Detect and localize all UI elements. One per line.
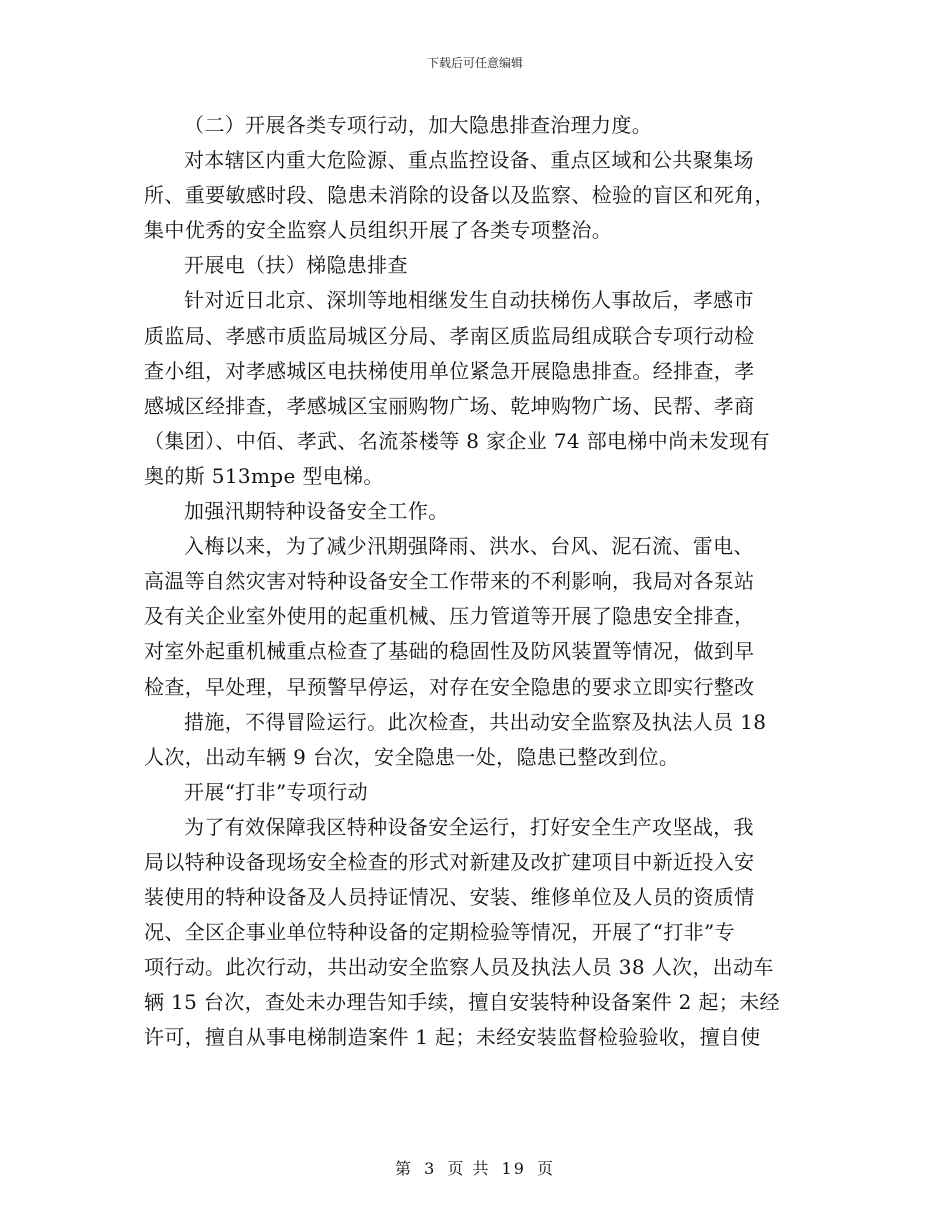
paragraph-line: 对本辖区内重大危险源、重点监控设备、重点区域和公共聚集场 [184, 148, 754, 173]
paragraph-line: 项行动。此次行动，共出动安全监察人员及执法人员 38 人次，出动车 [144, 955, 774, 980]
page-label-suffix: 页 [537, 1159, 556, 1178]
paragraph-line: 集中优秀的安全监察人员组织开展了各类专项整治。 [144, 218, 613, 243]
document-body [144, 108, 806, 1056]
subsection-heading: 开展“打非”专项行动 [184, 779, 368, 804]
subsection-heading: 开展电（扶）梯隐患排查 [184, 253, 408, 278]
page-header-note: 下载后可任意编辑 [426, 56, 523, 70]
paragraph-line: 装使用的特种设备及人员持证情况、安装、维修单位及人员的资质情 [144, 885, 755, 910]
paragraph-line: 措施，不得冒险运行。此次检查，共出动安全监察及执法人员 18 [184, 709, 767, 734]
page-label-prefix: 第 [394, 1159, 413, 1178]
paragraph-line: （集团）、中佰、孝武、名流茶楼等 8 家企业 74 部电梯中尚未发现有 [144, 428, 770, 453]
paragraph-line: 质监局、孝感市质监局城区分局、孝南区质监局组成联合专项行动检 [144, 323, 755, 348]
paragraph-line: 人次，出动车辆 9 台次，安全隐患一处，隐患已整改到位。 [144, 744, 680, 769]
page-total: 19 [501, 1159, 526, 1178]
paragraph-line: 高温等自然灾害对特种设备安全工作带来的不利影响，我局对各泵站 [144, 569, 755, 594]
section-heading: （二）开展各类专项行动，加大隐患排查治理力度。 [184, 113, 653, 137]
paragraph-line: 辆 15 台次，查处未办理告知手续，擅自安装特种设备案件 2 起；未经 [144, 990, 780, 1015]
paragraph-line: 入梅以来，为了减少汛期强降雨、洪水、台风、泥石流、雷电、 [184, 534, 754, 559]
paragraph-line: 查小组，对孝感城区电扶梯使用单位紧急开展隐患排查。经排查，孝 [144, 358, 755, 383]
paragraph-line: 检查，早处理，早预警早停运，对存在安全隐患的要求立即实行整改 [144, 674, 755, 699]
paragraph-line: 奥的斯 513mpe 型电梯。 [144, 463, 384, 488]
paragraph-line: 局以特种设备现场安全检查的形式对新建及改扩建项目中新近投入安 [144, 849, 755, 874]
page-current: 3 [424, 1159, 437, 1178]
paragraph-line: 对室外起重机械重点检查了基础的稳固性及防风装置等情况，做到早 [144, 639, 755, 664]
paragraph-line: 为了有效保障我区特种设备安全运行，打好安全生产攻坚战，我 [184, 814, 754, 839]
paragraph-line: 许可，擅自从事电梯制造案件 1 起；未经安装监督检验验收，擅自使 [144, 1025, 761, 1050]
subsection-heading: 加强汛期特种设备安全工作。 [184, 499, 449, 524]
paragraph-line: 况、全区企事业单位特种设备的定期检验等情况，开展了“打非”专 [144, 920, 735, 945]
paragraph-line: 所、重要敏感时段、隐患未消除的设备以及监察、检验的盲区和死角， [144, 183, 775, 208]
paragraph-line: 及有关企业室外使用的起重机械、压力管道等开展了隐患安全排查， [144, 604, 755, 629]
page-number-footer [0, 1156, 950, 1179]
page-label-mid: 页 共 [447, 1159, 491, 1178]
paragraph-line: 针对近日北京、深圳等地相继发生自动扶梯伤人事故后，孝感市 [184, 288, 754, 313]
paragraph-line: 感城区经排查，孝感城区宝丽购物广场、乾坤购物广场、民帮、孝商 [144, 393, 755, 418]
